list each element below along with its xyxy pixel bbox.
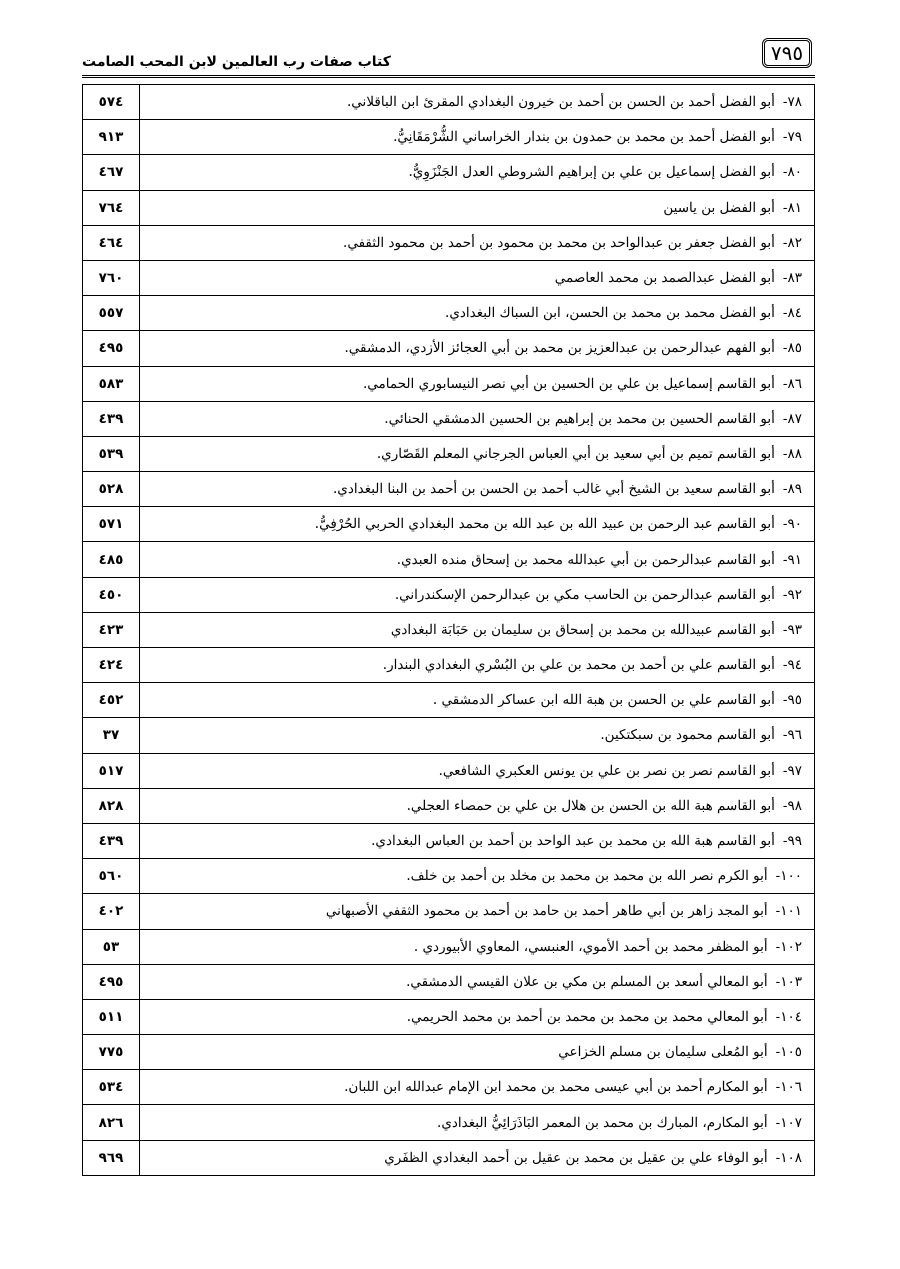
entry-cell (140, 331, 815, 366)
page-reference: ٥١٧ (83, 753, 140, 788)
entry-number: ٩٩- (782, 833, 802, 850)
entry-cell (140, 1140, 815, 1175)
entry-cell (140, 683, 815, 718)
page-reference: ٤٩٥ (83, 331, 140, 366)
entry-number: ١٠٥- (775, 1044, 802, 1061)
entry-number: ٩٣- (782, 621, 802, 638)
page-reference: ٥٥٧ (83, 296, 140, 331)
entry-number: ٨٩- (782, 481, 802, 498)
table-row (83, 1070, 815, 1105)
entry-name: أبو القاسم عبد الرحمن بن عبيد الله بن عبد الله بن محمد البغدادي الحربي الحُرْفِيُّ. (314, 516, 775, 533)
entry-cell (140, 472, 815, 507)
page-reference: ٥١١ (83, 999, 140, 1034)
entry-name: أبو المظفر محمد بن أحمد الأموي، العنبسي، المعاوي الأبيوردي . (413, 938, 768, 955)
table-row (83, 823, 815, 858)
entry-name: أبو المعالي أسعد بن المسلم بن مكي بن علان القيسي الدمشقي. (406, 973, 768, 990)
entry-name: أبو الفضل جعفر بن عبدالواحد بن محمد بن محمود بن أحمد بن محمود الثقفي. (343, 234, 775, 251)
entry-cell (140, 85, 815, 120)
entry-number: ٧٨- (782, 94, 802, 111)
table-row (83, 859, 815, 894)
entry-number: ٩٤- (782, 657, 802, 674)
header-rule (82, 75, 815, 78)
entry-number: ٩٥- (782, 692, 802, 709)
page-reference: ٤٨٥ (83, 542, 140, 577)
entry-number: ٨٣- (782, 270, 802, 287)
page-reference: ٤٠٢ (83, 894, 140, 929)
entry-number: ١٠٨- (775, 1149, 802, 1166)
entry-cell (140, 1070, 815, 1105)
page-reference: ٤٦٤ (83, 225, 140, 260)
page-reference: ٤٦٧ (83, 155, 140, 190)
table-row (83, 85, 815, 120)
table-row (83, 999, 815, 1034)
entry-cell (140, 718, 815, 753)
page-header (82, 38, 815, 78)
page-reference: ٧٦٤ (83, 190, 140, 225)
table-row (83, 331, 815, 366)
table-row (83, 753, 815, 788)
entry-name: أبو الفضل بن ياسين (663, 199, 775, 216)
entry-number: ٨٦- (782, 375, 802, 392)
entry-cell (140, 859, 815, 894)
entry-name: أبو الفضل إسماعيل بن علي بن إبراهيم الشروطي العدل الجَنْزَوِيُّ. (408, 164, 775, 181)
entry-number: ٨٥- (782, 340, 802, 357)
entry-cell (140, 788, 815, 823)
entry-name: أبو المُعلى سليمان بن مسلم الخزاعي (558, 1044, 768, 1061)
entry-cell (140, 120, 815, 155)
table-row (83, 260, 815, 295)
entry-name: أبو الكرم نصر الله بن محمد بن محمد بن مخلد بن أحمد بن خلف. (406, 868, 768, 885)
entry-name: أبو القاسم عبدالرحمن بن الحاسب مكي بن عبدالرحمن الإسكندراني. (394, 586, 775, 603)
page-reference: ٤٥٢ (83, 683, 140, 718)
page-reference: ٥٣٩ (83, 436, 140, 471)
book-title: كتاب صفات رب العالمين لابن المحب الصامت (82, 54, 391, 70)
table-row (83, 1140, 815, 1175)
page-reference: ٥٧٤ (83, 85, 140, 120)
entry-cell (140, 894, 815, 929)
entry-cell (140, 155, 815, 190)
table-row (83, 683, 815, 718)
table-row (83, 612, 815, 647)
table-row (83, 1035, 815, 1070)
table-row (83, 1105, 815, 1140)
entry-name: أبو الفضل محمد بن محمد بن الحسن، ابن السباك البغدادي. (445, 305, 775, 322)
page-reference: ٥٨٣ (83, 366, 140, 401)
index-table (82, 84, 815, 1176)
entry-name: أبو القاسم هبة الله بن محمد بن عبد الواحد بن أحمد بن العباس البغدادي. (371, 833, 775, 850)
entry-cell (140, 507, 815, 542)
page-reference: ٤٣٩ (83, 823, 140, 858)
table-row (83, 577, 815, 612)
entry-cell (140, 366, 815, 401)
entry-number: ١٠٣- (775, 973, 802, 990)
entry-name: أبو المكارم، المبارك بن محمد بن المعمر البَاذَرَائِيُّ البغدادي. (437, 1114, 768, 1131)
page-reference: ٥٦٠ (83, 859, 140, 894)
entry-cell (140, 577, 815, 612)
entry-number: ٩٨- (782, 797, 802, 814)
page-reference: ٥٢٨ (83, 472, 140, 507)
entry-name: أبو القاسم إسماعيل بن علي بن الحسين بن أبي نصر النيسابوري الحمامي. (363, 375, 775, 392)
table-row (83, 542, 815, 577)
page-reference: ٩١٣ (83, 120, 140, 155)
entry-number: ١٠٧- (775, 1114, 802, 1131)
entry-name: أبو القاسم هبة الله بن الحسن بن هلال بن علي بن حمصاء العجلي. (406, 797, 775, 814)
page-reference: ٥٣ (83, 929, 140, 964)
entry-name: أبو القاسم علي بن الحسن بن هبة الله ابن عساكر الدمشقي . (432, 692, 775, 709)
entry-number: ٨٨- (782, 445, 802, 462)
entry-number: ٩٦- (782, 727, 802, 744)
entry-cell (140, 401, 815, 436)
entry-cell (140, 225, 815, 260)
page-reference: ٧٧٥ (83, 1035, 140, 1070)
table-row (83, 718, 815, 753)
entry-cell (140, 542, 815, 577)
entry-number: ١٠٠- (775, 868, 802, 885)
page-reference: ٨٢٦ (83, 1105, 140, 1140)
entry-number: ١٠٤- (775, 1008, 802, 1025)
entry-cell (140, 753, 815, 788)
entry-cell (140, 260, 815, 295)
page-reference: ٣٧ (83, 718, 140, 753)
entry-name: أبو القاسم عبيدالله بن محمد بن إسحاق بن سليمان بن حَبَابَة البغدادي (390, 621, 775, 638)
entry-cell (140, 190, 815, 225)
entry-name: أبو المعالي محمد بن محمد بن محمد بن أحمد بن محمد الحريمي. (406, 1008, 768, 1025)
page-reference: ٧٦٠ (83, 260, 140, 295)
page-reference: ٤٣٩ (83, 401, 140, 436)
table-row (83, 648, 815, 683)
table-row (83, 507, 815, 542)
table-row (83, 296, 815, 331)
index-table-body (83, 85, 815, 1176)
entry-cell (140, 296, 815, 331)
table-row (83, 366, 815, 401)
table-row (83, 120, 815, 155)
entry-number: ١٠٢- (775, 938, 802, 955)
entry-name: أبو الفهم عبدالرحمن بن عبدالعزيز بن محمد بن أبي العجائز الأزدي، الدمشقي. (344, 340, 775, 357)
table-row (83, 190, 815, 225)
entry-name: أبو الفضل أحمد بن الحسن بن أحمد بن خيرون البغدادي المقرئ ابن الباقلاني. (347, 94, 775, 111)
table-row (83, 929, 815, 964)
page-reference: ٥٣٤ (83, 1070, 140, 1105)
entry-number: ٨٧- (782, 410, 802, 427)
entry-name: أبو القاسم عبدالرحمن بن أبي عبدالله محمد بن إسحاق منده العبدي. (396, 551, 775, 568)
table-row (83, 964, 815, 999)
entry-cell (140, 1105, 815, 1140)
entry-name: أبو القاسم علي بن أحمد بن محمد بن علي بن البُسْري البغدادي البندار. (382, 657, 775, 674)
table-row (83, 894, 815, 929)
table-row (83, 401, 815, 436)
entry-number: ٩٠- (782, 516, 802, 533)
entry-name: أبو الفضل أحمد بن محمد بن حمدون بن بندار الخراساني الشُّرْمَقَانِيُّ. (393, 129, 775, 146)
entry-number: ١٠١- (775, 903, 802, 920)
page-number: ٧٩٥ (762, 38, 812, 68)
entry-number: ٧٩- (782, 129, 802, 146)
entry-name: أبو الوفاء علي بن عقيل بن محمد بن عقيل بن أحمد البغدادي الظفَري (384, 1149, 768, 1166)
entry-name: أبو القاسم الحسين بن محمد بن إبراهيم بن الحسين الدمشقي الحنائي. (384, 410, 775, 427)
entry-number: ٩١- (782, 551, 802, 568)
table-row (83, 436, 815, 471)
entry-number: ٩٢- (782, 586, 802, 603)
table-row (83, 155, 815, 190)
page-reference: ٤٩٥ (83, 964, 140, 999)
entry-number: ٨٠- (782, 164, 802, 181)
entry-name: أبو القاسم تميم بن أبي سعيد بن أبي العباس الجرجاني المعلم القَصّاري. (376, 445, 775, 462)
entry-cell (140, 999, 815, 1034)
entry-cell (140, 929, 815, 964)
page-reference: ٥٧١ (83, 507, 140, 542)
entry-name: أبو القاسم نصر بن نصر بن علي بن يونس العكبري الشافعي. (438, 762, 775, 779)
entry-cell (140, 1035, 815, 1070)
page-reference: ٤٢٤ (83, 648, 140, 683)
entry-name: أبو القاسم سعيد بن الشيخ أبي غالب أحمد بن الحسن بن أحمد بن البنا البغدادي. (332, 481, 775, 498)
entry-cell (140, 648, 815, 683)
page-reference: ٩٦٩ (83, 1140, 140, 1175)
page-reference: ٤٥٠ (83, 577, 140, 612)
page-reference: ٨٢٨ (83, 788, 140, 823)
entry-number: ١٠٦- (775, 1079, 802, 1096)
entry-name: أبو الفضل عبدالصمد بن محمد العاصمي (554, 270, 775, 287)
table-row (83, 472, 815, 507)
entry-cell (140, 964, 815, 999)
entry-number: ٨١- (782, 199, 802, 216)
entry-name: أبو القاسم محمود بن سبكتكين. (600, 727, 775, 744)
entry-name: أبو المجد زاهر بن أبي طاهر أحمد بن حامد بن أحمد بن محمود الثقفي الأصبهاني (325, 903, 768, 920)
entry-cell (140, 436, 815, 471)
entry-number: ٨٢- (782, 234, 802, 251)
entry-number: ٩٧- (782, 762, 802, 779)
entry-name: أبو المكارم أحمد بن أبي عيسى محمد بن محمد ابن الإمام عبدالله ابن اللبان. (344, 1079, 768, 1096)
page-reference: ٤٢٣ (83, 612, 140, 647)
entry-number: ٨٤- (782, 305, 802, 322)
table-row (83, 788, 815, 823)
entry-cell (140, 823, 815, 858)
table-row (83, 225, 815, 260)
entry-cell (140, 612, 815, 647)
